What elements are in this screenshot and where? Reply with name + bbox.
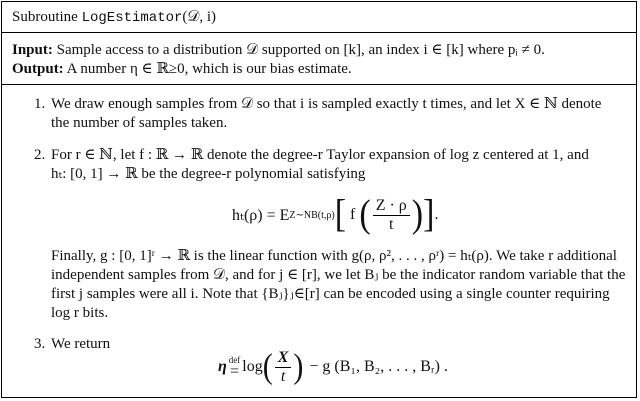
eq-eta: η (218, 358, 227, 375)
subroutine-name: LogEstimator (81, 10, 183, 26)
eq-h-f: f (350, 206, 356, 223)
def-label: def (228, 354, 241, 365)
eq-eta-rest: − g (B₁, B₂, . . . , Bᵣ) . (309, 358, 448, 375)
input-line (12, 41, 545, 60)
input-text: Sample access to a distribution 𝒟 supported on [k], an index i ∈ [k] where pᵢ ≠ 0. (56, 42, 545, 58)
right-paren: ) (411, 193, 424, 236)
step-2-line2: hₜ: [0, 1] → ℝ be the degree-r polynomial satisfying (51, 166, 366, 182)
io-divider (1, 84, 637, 85)
right-bracket: ] (423, 193, 435, 236)
header-prefix: Subroutine (12, 9, 78, 25)
output-line (12, 60, 352, 79)
eq-h-period: . (434, 206, 439, 223)
eq-h-numerator: Z · ρ (373, 197, 410, 216)
eq-log: log (242, 358, 263, 375)
eq-eta-fraction (275, 349, 292, 386)
eta-equation (218, 345, 448, 389)
log-left-paren: ( (262, 347, 273, 386)
log-right-paren: ) (293, 347, 304, 386)
def-equals: def = (228, 354, 241, 380)
h-t-equation (232, 190, 438, 240)
left-paren: ( (359, 193, 371, 236)
eq-h-lhs: hₜ(ρ) = E (232, 207, 290, 224)
eq-h-fraction (373, 197, 410, 234)
output-text: A number η ∈ ℝ≥0, which is our bias estimate. (66, 61, 352, 77)
step-2-number: 2. (34, 147, 46, 163)
input-label: Input: (12, 42, 53, 58)
step-2-line1: For r ∈ ℕ, let f : ℝ → ℝ denote the degree-r Taylor expansion of log z centered at 1, and (51, 147, 589, 163)
eq-h-subscript: Z∼NB(t,ρ) (289, 209, 335, 221)
eq-h-denominator: t (389, 215, 394, 233)
eq-eta-denominator: t (280, 367, 286, 385)
subroutine-header (12, 8, 216, 28)
step-3-number: 3. (34, 336, 46, 352)
header-divider (1, 32, 637, 33)
subroutine-args: (𝒟, i) (182, 9, 217, 25)
step-3-text: We return (51, 336, 111, 352)
step-2-paragraph: Finally, g : [0, 1]ʳ → ℝ is the linear function with g(ρ, ρ², . . . , ρʳ) = hₜ(ρ). We take r additional independent samples from 𝒟, and for j ∈ [r], we let Bⱼ be the indicator random variable that the first j samples were all i. Note that {Bⱼ}ⱼ∈[r] can be encoded using a single counter requiring log r bits. (51, 248, 626, 321)
eq-eta-numerator: X (275, 349, 292, 368)
left-bracket: [ (334, 193, 347, 236)
output-label: Output: (12, 61, 64, 77)
step-1-text: We draw enough samples from 𝒟 so that i is sampled exactly t times, and let X ∈ ℕ denote the number of samples taken. (51, 96, 602, 131)
step-1-number: 1. (34, 96, 46, 112)
